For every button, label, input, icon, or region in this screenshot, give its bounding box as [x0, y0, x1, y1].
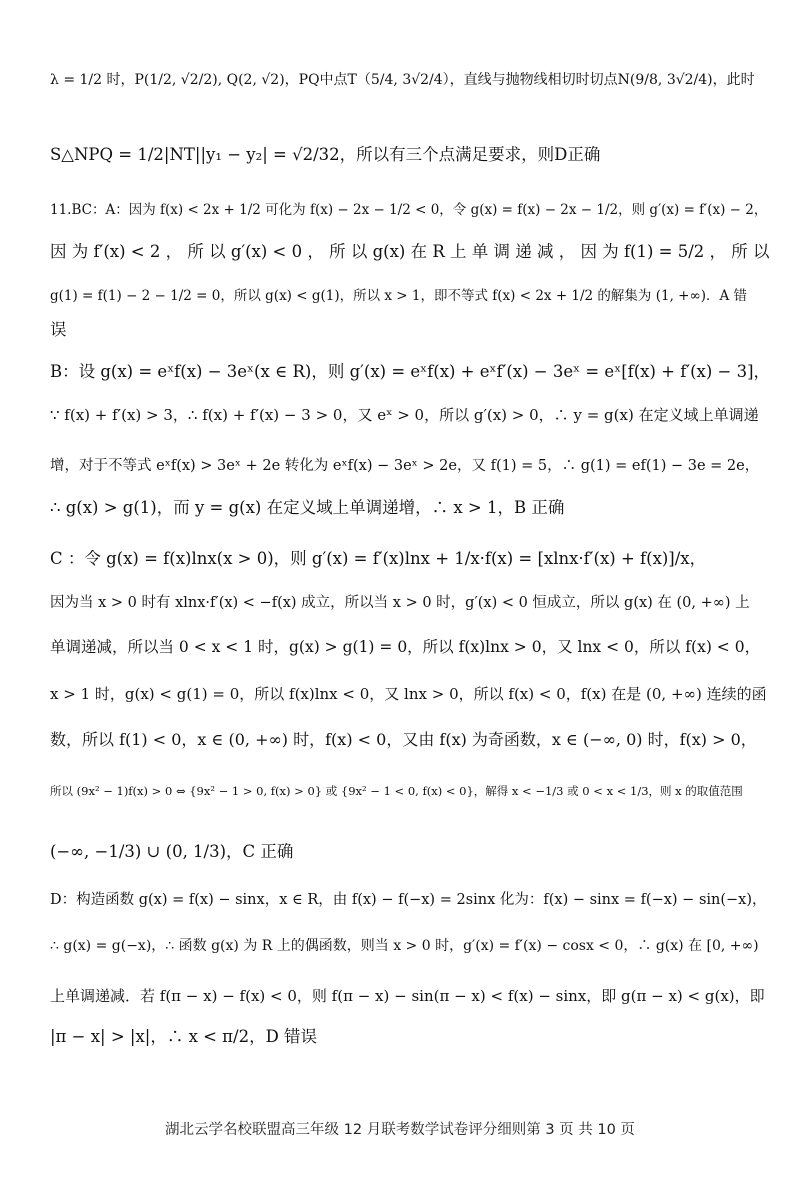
- text-line: C ：令 g(x) = f(x)lnx(x > 0)，则 g′(x) = f′(x)lnx + 1/x·f(x) = [xlnx·f′(x) + f(x)]/x，: [50, 549, 707, 568]
- text-line: g(1) = f(1) − 2 − 1/2 = 0，所以 g(x) < g(1)，所以 x > 1，即不等式 f(x) < 2x + 1/2 的解集为 (1, +∞)．A 错: [50, 288, 748, 304]
- text-line: ∴ g(x) = g(−x)，∴ 函数 g(x) 为 R 上的偶函数，则当 x > 0 时，g′(x) = f′(x) − cosx < 0，∴ g(x) 在 [0, +∞): [50, 938, 759, 954]
- text-line: 因为当 x > 0 时有 xlnx·f′(x) < −f(x) 成立，所以当 x > 0 时，g′(x) < 0 恒成立，所以 g(x) 在 (0, +∞) 上: [50, 595, 750, 611]
- text-line: (−∞, −1/3) ∪ (0, 1/3)，C 正确: [50, 842, 294, 861]
- text-line: λ = 1/2 时，P(1/2, √2/2), Q(2, √2)，PQ中点T（5/4, 3√2/4），直线与抛物线相切时切点N(9/8, 3√2/4)，此时: [50, 72, 755, 88]
- text-line: 11.BC：A：因为 f(x) < 2x + 1/2 可化为 f(x) − 2x − 1/2 < 0，令 g(x) = f(x) − 2x − 1/2，则 g′(x) = f′(x) − 2，: [50, 202, 768, 218]
- text-line: ∴ g(x) > g(1)，而 y = g(x) 在定义域上单调递增，∴ x > 1，B 正确: [50, 498, 565, 517]
- text-line: |π − x| > |x|，∴ x < π/2，D 错误: [50, 1027, 318, 1046]
- text-line: 因 为 f′(x) < 2 ， 所 以 g′(x) < 0 ， 所 以 g(x) 在 R 上 单 调 递 减 ， 因 为 f(1) = 5/2 ， 所 以: [50, 242, 770, 261]
- text-line: D：构造函数 g(x) = f(x) − sinx，x ∈ R，由 f(x) − f(−x) = 2sinx 化为：f(x) − sinx = f(−x) − sin(−x)，: [50, 892, 767, 908]
- text-line: B：设 g(x) = eˣf(x) − 3eˣ(x ∈ R)，则 g′(x) = eˣf(x) + eˣf′(x) − 3eˣ = eˣ[f(x) + f′(x) − 3]，: [50, 362, 771, 381]
- text-line: 上单调递减．若 f(π − x) − f(x) < 0，则 f(π − x) − sin(π − x) < f(x) − sinx，即 g(π − x) < g(x)，即: [50, 987, 765, 1005]
- text-line: 数，所以 f(1) < 0，x ∈ (0, +∞) 时，f(x) < 0，又由 f(x) 为奇函数，x ∈ (−∞, 0) 时，f(x) > 0，: [50, 730, 757, 749]
- text-line: 增，对于不等式 eˣf(x) > 3eˣ + 2e 转化为 eˣf(x) − 3eˣ > 2e，又 f(1) = 5，∴ g(1) = ef(1) − 3e = 2e，: [50, 458, 760, 474]
- text-line: x > 1 时，g(x) < g(1) = 0，所以 f(x)lnx < 0，又 lnx > 0，所以 f(x) < 0，f(x) 在是 (0, +∞) 连续的函: [50, 685, 767, 703]
- text-line: ∵ f(x) + f′(x) > 3，∴ f(x) + f′(x) − 3 > 0，又 eˣ > 0，所以 g′(x) > 0，∴ y = g(x) 在定义域上单调递: [50, 406, 759, 424]
- text-line: S△NPQ = 1/2|NT||y₁ − y₂| = √2/32，所以有三个点满足要求，则D正确: [50, 145, 601, 164]
- text-line: 误: [50, 320, 67, 339]
- page-footer: 湖北云学名校联盟高三年级 12 月联考数学试卷评分细则第 3 页 共 10 页: [165, 1122, 635, 1138]
- text-line: 单调递减，所以当 0 < x < 1 时，g(x) > g(1) = 0，所以 f(x)lnx > 0，又 lnx < 0，所以 f(x) < 0，: [50, 638, 761, 656]
- text-line: 所以 (9x² − 1)f(x) > 0 ⇔ {9x² − 1 > 0, f(x) > 0} 或 {9x² − 1 < 0, f(x) < 0}，解得 x < −1/3 或 0 < x < 1/3，则 x 的取值范围: [50, 784, 743, 798]
